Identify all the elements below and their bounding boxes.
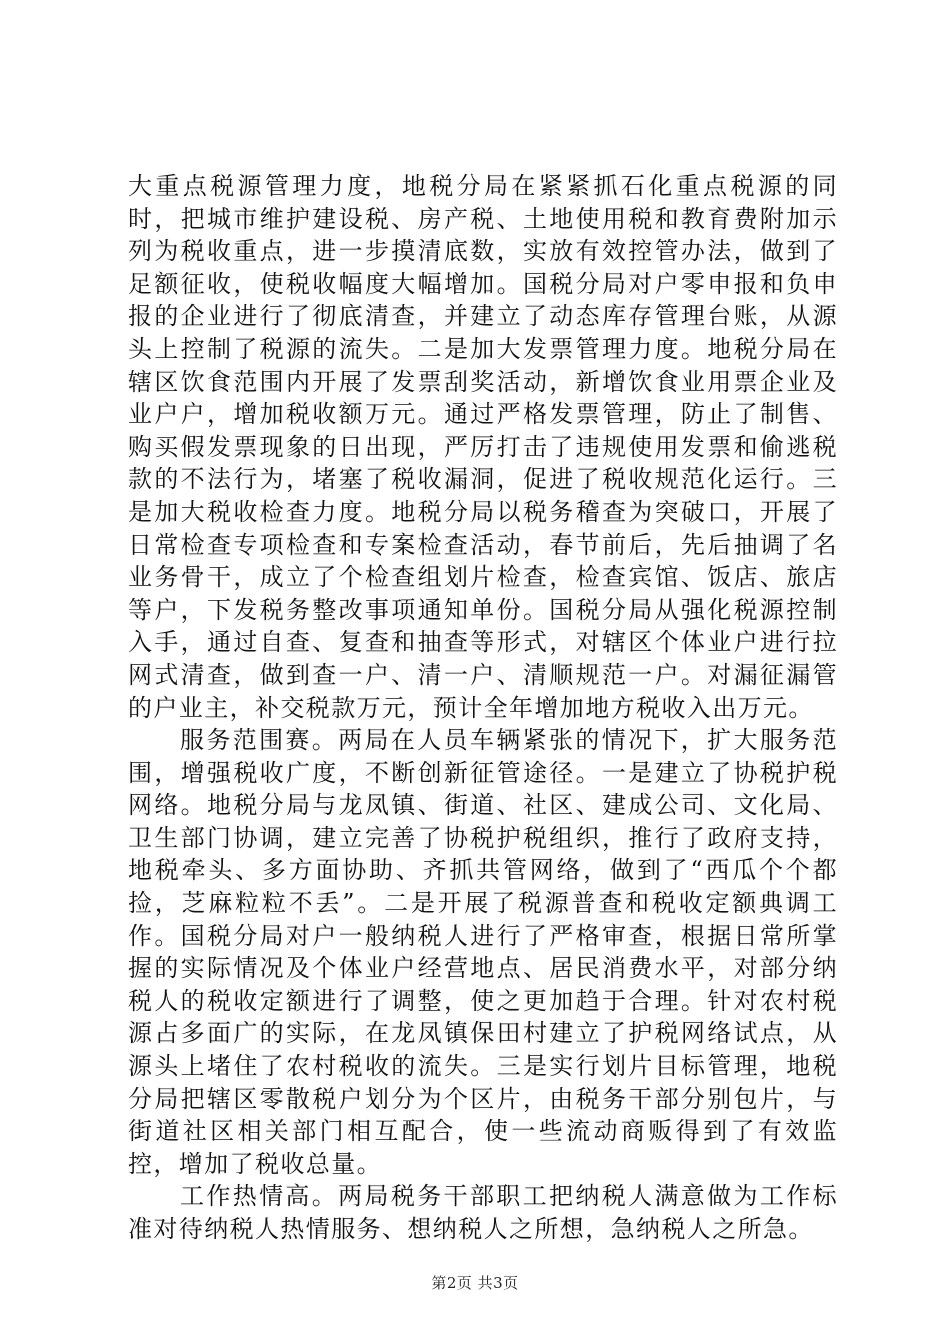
- paragraph-service-scope: 服务范围赛。两局在人员车辆紧张的情况下，扩大服务范围，增强税收广度，不断创新征管途径。一是建立了协税护税网络。地税分局与龙凤镇、街道、社区、建成公司、文化局、卫生部门协调，建立完善了协税护税组织，推行了政府支持，地税牵头、多方面协助、齐抓共管网络，做到了“西瓜个个都捡，芝麻粒粒不丢”。二是开展了税源普查和税收定额典调工作。国税分局对户一般纳税人进行了严格审查，根据日常所掌握的实际情况及个体业户经营地点、居民消费水平，对部分纳税人的税收定额进行了调整，使之更加趋于合理。针对农村税源占多面广的实际，在龙凤镇保田村建立了护税网络试点，从源头上堵住了农村税收的流失。三是实行划片目标管理，地税分局把辖区零散税户划分为个区片，由税务干部分别包片，与街道社区相关部门相互配合，使一些流动商贩得到了有效监控，增加了税收总量。: [128, 726, 838, 1178]
- paragraph-work-enthusiasm: 工作热情高。两局税务干部职工把纳税人满意做为工作标准对待纳税人热情服务、想纳税人之所想，急纳税人之所急。: [128, 1182, 838, 1243]
- page-footer: 第2页 共3页: [431, 1274, 519, 1292]
- document-body: [128, 170, 838, 1246]
- paragraph-continued: 大重点税源管理力度，地税分局在紧紧抓石化重点税源的同时，把城市维护建设税、房产税、土地使用税和教育费附加示列为税收重点，进一步摸清底数，实放有效控管办法，做到了足额征收，使税收幅度大幅增加。国税分局对户零申报和负申报的企业进行了彻底清查，并建立了动态库存管理台账，从源头上控制了税源的流失。二是加大发票管理力度。地税分局在辖区饮食范围内开展了发票刮奖活动，新增饮食业用票企业及业户户，增加税收额万元。通过严格发票管理，防止了制售、购买假发票现象的日出现，严厉打击了违规使用发票和偷逃税款的不法行为，堵塞了税收漏洞，促进了税收规范化运行。三是加大税收检查力度。地税分局以税务稽查为突破口，开展了日常检查专项检查和专案检查活动，春节前后，先后抽调了名业务骨干，成立了个检查组划片检查，检查宾馆、饭店、旅店等户，下发税务整改事项通知单份。国税分局从强化税源控制入手，通过自查、复查和抽查等形式，对辖区个体业户进行拉网式清查，做到查一户、清一户、清顺规范一户。对漏征漏管的户业主，补交税款万元，预计全年增加地方税收入出万元。: [128, 172, 838, 722]
